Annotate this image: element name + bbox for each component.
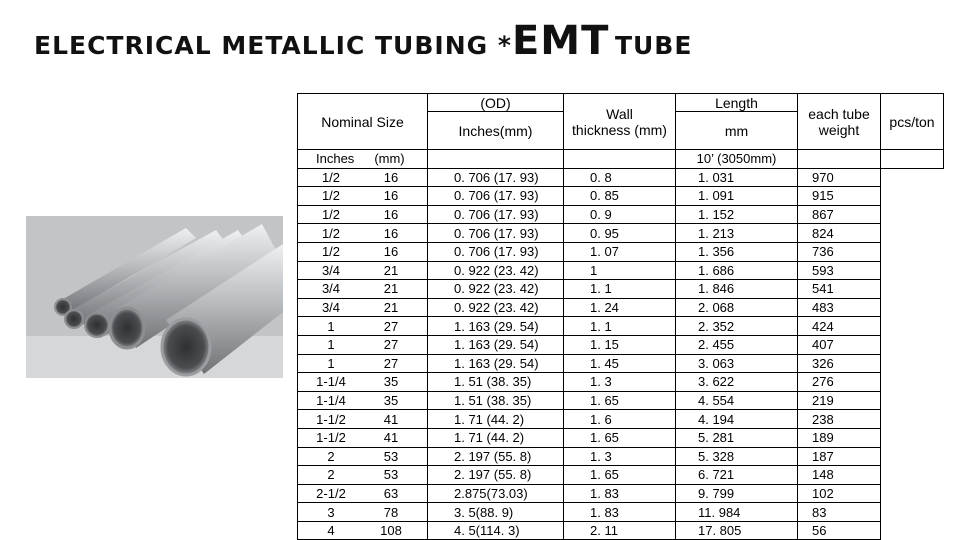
wall-thickness-cell: 0. 95 (564, 224, 676, 243)
od-cell: 1. 163 (29. 54) (428, 335, 564, 354)
nominal-size-cell (298, 168, 428, 187)
header-od-units: Inches(mm) (428, 112, 564, 150)
pcs-cell: 736 (798, 242, 881, 261)
size-mm: 35 (383, 374, 399, 390)
table-row (298, 168, 944, 187)
header-length-units: mm (676, 112, 798, 150)
pcs-cell: 824 (798, 224, 881, 243)
size-inches: 1 (327, 318, 335, 334)
size-mm: 27 (383, 355, 399, 371)
weight-cell: 1. 091 (676, 187, 798, 206)
header-each-tube-weight: each tube weight (798, 94, 881, 150)
weight-cell: 5. 328 (676, 447, 798, 466)
weight-cell: 11. 984 (676, 503, 798, 522)
pcs-cell: 326 (798, 354, 881, 373)
pcs-cell: 187 (798, 447, 881, 466)
length-value: 10’ (3050mm) (676, 150, 798, 169)
table-row (298, 391, 944, 410)
size-mm: 35 (383, 393, 399, 409)
size-mm: 53 (383, 448, 399, 464)
od-cell: 1. 163 (29. 54) (428, 317, 564, 336)
subheader-inches: Inches (316, 151, 355, 167)
wall-thickness-cell: 1. 3 (564, 373, 676, 392)
table-row (298, 521, 944, 540)
size-inches: 3/4 (321, 281, 341, 297)
pcs-cell: 915 (798, 187, 881, 206)
pcs-cell: 102 (798, 484, 881, 503)
size-inches: 1-1/4 (316, 374, 346, 390)
subheader-units (298, 150, 428, 169)
size-inches: 1/2 (321, 169, 341, 185)
size-inches: 3/4 (321, 262, 341, 278)
size-mm: 78 (383, 504, 399, 520)
size-inches: 2 (327, 467, 335, 483)
wall-thickness-cell: 1. 45 (564, 354, 676, 373)
pcs-cell: 56 (798, 521, 881, 540)
od-cell: 0. 706 (17. 93) (428, 242, 564, 261)
weight-cell: 9. 799 (676, 484, 798, 503)
wall-thickness-cell: 1. 1 (564, 317, 676, 336)
od-cell: 0. 922 (23. 42) (428, 261, 564, 280)
size-inches: 4 (327, 523, 335, 539)
header-wall-line-2: thickness (mm) (572, 121, 667, 138)
od-cell: 0. 706 (17. 93) (428, 224, 564, 243)
weight-cell: 2. 068 (676, 298, 798, 317)
weight-cell: 1. 152 (676, 205, 798, 224)
od-cell: 1. 71 (44. 2) (428, 410, 564, 429)
subheader-mm: (mm) (374, 151, 405, 167)
title-part-emt: EMT (511, 18, 610, 64)
size-inches: 1 (327, 355, 335, 371)
size-mm: 16 (383, 169, 399, 185)
weight-cell: 4. 194 (676, 410, 798, 429)
size-inches: 1/2 (321, 244, 341, 260)
weight-cell: 5. 281 (676, 428, 798, 447)
nominal-size-cell (298, 187, 428, 206)
emt-tubes-photo (26, 216, 283, 378)
od-cell: 1. 163 (29. 54) (428, 354, 564, 373)
od-cell: 1. 51 (38. 35) (428, 391, 564, 410)
table-row (298, 428, 944, 447)
od-cell: 4. 5(114. 3) (428, 521, 564, 540)
table-row (298, 298, 944, 317)
size-inches: 3 (327, 504, 335, 520)
nominal-size-cell (298, 205, 428, 224)
nominal-size-cell (298, 280, 428, 299)
size-inches: 1-1/4 (316, 393, 346, 409)
size-mm: 41 (383, 430, 399, 446)
header-length: Length (676, 94, 798, 112)
size-mm: 16 (383, 244, 399, 260)
nominal-size-cell (298, 317, 428, 336)
pcs-cell: 276 (798, 373, 881, 392)
emt-spec-table (297, 93, 944, 540)
header-wall-thickness (564, 94, 676, 150)
nominal-size-cell (298, 261, 428, 280)
table-row (298, 484, 944, 503)
pcs-cell: 424 (798, 317, 881, 336)
pcs-cell: 593 (798, 261, 881, 280)
od-cell: 0. 706 (17. 93) (428, 168, 564, 187)
size-inches: 1/2 (321, 188, 341, 204)
weight-cell: 17. 805 (676, 521, 798, 540)
od-cell: 0. 922 (23. 42) (428, 280, 564, 299)
nominal-size-cell (298, 410, 428, 429)
title-part-tube: TUBE (614, 31, 693, 60)
size-mm: 63 (383, 485, 399, 501)
wall-thickness-cell: 1. 15 (564, 335, 676, 354)
wall-thickness-cell: 0. 85 (564, 187, 676, 206)
nominal-size-cell (298, 373, 428, 392)
table-row (298, 466, 944, 485)
weight-cell: 1. 846 (676, 280, 798, 299)
nominal-size-cell (298, 354, 428, 373)
nominal-size-cell (298, 298, 428, 317)
table-row (298, 224, 944, 243)
nominal-size-cell (298, 224, 428, 243)
weight-cell: 2. 455 (676, 335, 798, 354)
wall-thickness-cell: 0. 9 (564, 205, 676, 224)
size-mm: 21 (383, 300, 399, 316)
table-row (298, 410, 944, 429)
od-cell: 2. 197 (55. 8) (428, 466, 564, 485)
weight-cell: 6. 721 (676, 466, 798, 485)
size-mm: 27 (383, 337, 399, 353)
pcs-cell: 483 (798, 298, 881, 317)
table-row (298, 354, 944, 373)
pcs-cell: 219 (798, 391, 881, 410)
wall-thickness-cell: 1. 83 (564, 503, 676, 522)
pcs-cell: 970 (798, 168, 881, 187)
wall-thickness-cell: 0. 8 (564, 168, 676, 187)
header-nominal-size: Nominal Size (298, 94, 428, 150)
od-cell: 0. 922 (23. 42) (428, 298, 564, 317)
nominal-size-cell (298, 242, 428, 261)
weight-cell: 2. 352 (676, 317, 798, 336)
size-mm: 108 (380, 523, 402, 539)
pcs-cell: 148 (798, 466, 881, 485)
table-row (298, 373, 944, 392)
table-row (298, 503, 944, 522)
wall-thickness-cell: 1. 24 (564, 298, 676, 317)
wall-thickness-cell: 1. 07 (564, 242, 676, 261)
weight-cell: 1. 213 (676, 224, 798, 243)
wall-thickness-cell: 1 (564, 261, 676, 280)
size-inches: 2 (327, 448, 335, 464)
size-mm: 21 (383, 281, 399, 297)
od-cell: 2. 197 (55. 8) (428, 447, 564, 466)
od-cell: 2.875(73.03) (428, 484, 564, 503)
wall-thickness-cell: 1. 83 (564, 484, 676, 503)
size-mm: 41 (383, 411, 399, 427)
size-mm: 27 (383, 318, 399, 334)
nominal-size-cell (298, 391, 428, 410)
od-cell: 0. 706 (17. 93) (428, 187, 564, 206)
od-cell: 1. 51 (38. 35) (428, 373, 564, 392)
pcs-cell: 83 (798, 503, 881, 522)
weight-cell: 1. 686 (676, 261, 798, 280)
title-part-1: ELECTRICAL METALLIC TUBING * (34, 31, 512, 60)
page-title (34, 18, 692, 72)
table-row (298, 205, 944, 224)
size-inches: 1/2 (321, 225, 341, 241)
table-row (298, 335, 944, 354)
nominal-size-cell (298, 521, 428, 540)
table-row (298, 242, 944, 261)
od-cell: 0. 706 (17. 93) (428, 205, 564, 224)
pcs-cell: 189 (798, 428, 881, 447)
size-inches: 2-1/2 (316, 485, 346, 501)
table-row (298, 261, 944, 280)
header-wall-line-1: Wall (606, 105, 633, 122)
wall-thickness-cell: 1. 3 (564, 447, 676, 466)
weight-cell: 1. 031 (676, 168, 798, 187)
table-row (298, 187, 944, 206)
size-mm: 21 (383, 262, 399, 278)
wall-thickness-cell: 1. 1 (564, 280, 676, 299)
weight-cell: 1. 356 (676, 242, 798, 261)
nominal-size-cell (298, 335, 428, 354)
weight-cell: 3. 063 (676, 354, 798, 373)
size-inches: 1-1/2 (316, 430, 346, 446)
pcs-cell: 867 (798, 205, 881, 224)
wall-thickness-cell: 1. 6 (564, 410, 676, 429)
od-cell: 3. 5(88. 9) (428, 503, 564, 522)
weight-cell: 4. 554 (676, 391, 798, 410)
size-inches: 1/2 (321, 207, 341, 223)
table-row (298, 280, 944, 299)
size-inches: 3/4 (321, 300, 341, 316)
size-inches: 1 (327, 337, 335, 353)
nominal-size-cell (298, 503, 428, 522)
pcs-cell: 407 (798, 335, 881, 354)
pcs-cell: 238 (798, 410, 881, 429)
table-row (298, 447, 944, 466)
size-mm: 16 (383, 225, 399, 241)
wall-thickness-cell: 1. 65 (564, 466, 676, 485)
wall-thickness-cell: 1. 65 (564, 428, 676, 447)
table-row (298, 317, 944, 336)
size-inches: 1-1/2 (316, 411, 346, 427)
header-od: (OD) (428, 94, 564, 112)
nominal-size-cell (298, 484, 428, 503)
size-mm: 16 (383, 207, 399, 223)
size-mm: 16 (383, 188, 399, 204)
pcs-cell: 541 (798, 280, 881, 299)
nominal-size-cell (298, 428, 428, 447)
wall-thickness-cell: 1. 65 (564, 391, 676, 410)
header-pcs-per-ton: pcs/ton (881, 94, 944, 150)
wall-thickness-cell: 2. 11 (564, 521, 676, 540)
size-mm: 53 (383, 467, 399, 483)
nominal-size-cell (298, 447, 428, 466)
nominal-size-cell (298, 466, 428, 485)
weight-cell: 3. 622 (676, 373, 798, 392)
od-cell: 1. 71 (44. 2) (428, 428, 564, 447)
